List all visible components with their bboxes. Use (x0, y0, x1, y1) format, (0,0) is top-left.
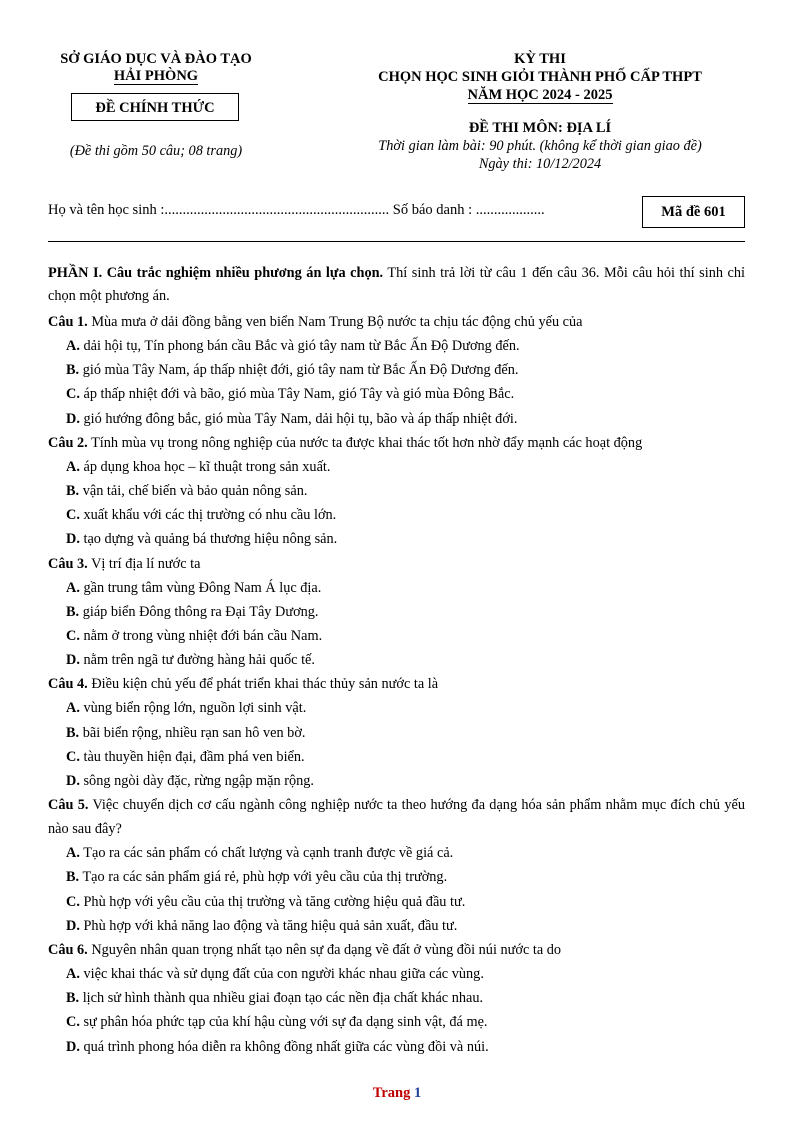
answer-option (48, 745, 745, 769)
option-text: gió hướng đông bắc, gió mùa Tây Nam, dải hội tụ, bão và áp thấp nhiệt đới. (83, 410, 518, 427)
answer-option (48, 600, 745, 624)
option-text: áp dụng khoa học – kĩ thuật trong sản xuất. (83, 458, 331, 475)
question-stem (48, 938, 745, 962)
answer-option (48, 334, 745, 358)
option-text: tàu thuyền hiện đại, đầm phá ven biển. (83, 748, 305, 765)
part-title: PHẦN I. Câu trắc nghiệm nhiều phương án lựa chọn. (48, 265, 384, 281)
question-number: Câu 2. (48, 434, 88, 451)
option-text: dải hội tụ, Tín phong bán cầu Bắc và gió tây nam từ Bắc Ấn Độ Dương đến. (83, 338, 520, 354)
option-key: A. (66, 338, 80, 354)
answer-option (48, 527, 745, 551)
department-name: SỞ GIÁO DỤC VÀ ĐÀO TẠO (60, 51, 252, 67)
option-text: xuất khẩu với các thị trường có nhu cầu lớn. (83, 507, 337, 524)
answer-option (48, 721, 745, 745)
option-key: D. (66, 410, 80, 427)
answer-option (48, 962, 745, 986)
option-key: A. (66, 458, 80, 475)
option-key: C. (66, 628, 80, 645)
option-key: D. (66, 773, 80, 790)
question-number: Câu 3. (48, 555, 88, 572)
question-stem (48, 552, 745, 576)
option-key: D. (66, 531, 80, 548)
option-text: Phù hợp với yêu cầu của thị trường và tăng cường hiệu quả đầu tư. (83, 893, 466, 910)
option-text: việc khai thác và sử dụng đất của con người khác nhau giữa các vùng. (83, 966, 484, 983)
exam-date: Ngày thi: 10/12/2024 (478, 156, 602, 172)
answer-option (48, 503, 745, 527)
official-exam-label: ĐỀ CHÍNH THỨC (71, 93, 239, 121)
question (48, 552, 745, 673)
answer-option (48, 890, 745, 914)
option-text: Tạo ra các sản phẩm giá rẻ, phù hợp với yêu cầu của thị trường. (82, 869, 448, 886)
option-text: giáp biển Đông thông ra Đại Tây Dương. (82, 603, 319, 620)
part-instruction: Thí sinh trả lời từ câu 1 đến câu 36. Mỗi câu hỏi thí sinh chỉ chọn một phương án. (48, 265, 745, 304)
question-stem (48, 310, 745, 334)
answer-option (48, 696, 745, 720)
part-heading (48, 262, 745, 308)
student-id-field: Số báo danh : ................... (392, 202, 545, 218)
question-text: Mùa mưa ở dải đồng bằng ven biển Nam Trung Bộ nước ta chịu tác động chủ yếu của (91, 314, 583, 330)
answer-option (48, 455, 745, 479)
answer-option (48, 407, 745, 431)
option-text: bãi biển rộng, nhiều rạn san hô ven bờ. (82, 724, 306, 741)
answer-option (48, 358, 745, 382)
answer-option (48, 865, 745, 889)
question-number: Câu 5. (48, 797, 89, 814)
question-text: Tính mùa vụ trong nông nghiệp của nước ta được khai thác tốt hơn nhờ đẩy mạnh các hoạt động (91, 434, 643, 451)
option-text: gió mùa Tây Nam, áp thấp nhiệt đới, gió tây nam từ Bắc Ấn Độ Dương đến. (82, 362, 519, 379)
option-key: B. (66, 362, 80, 379)
option-text: quá trình phong hóa diễn ra không đồng nhất giữa các vùng đồi và núi. (83, 1038, 489, 1055)
question-text: Nguyên nhân quan trọng nhất tạo nên sự đa dạng về đất ở vùng đồi núi nước ta do (91, 942, 562, 959)
option-key: A. (66, 845, 80, 862)
answer-option (48, 914, 745, 938)
question-number: Câu 6. (48, 942, 88, 959)
exam-header (330, 50, 750, 173)
answer-option (48, 986, 745, 1010)
option-key: B. (66, 869, 80, 886)
option-key: C. (66, 507, 80, 524)
option-text: sự phân hóa phức tạp của khí hậu cùng với sự đa dạng sinh vật, đá mẹ. (83, 1014, 488, 1031)
option-key: C. (66, 1014, 80, 1031)
page-number: 1 (413, 1085, 422, 1101)
question-stem (48, 793, 745, 841)
answer-option (48, 769, 745, 793)
option-text: tạo dựng và quảng bá thương hiệu nông sản. (83, 531, 338, 548)
page-footer (0, 1085, 794, 1102)
department-header (40, 50, 272, 85)
school-year: NĂM HỌC 2024 - 2025 (467, 87, 613, 103)
option-key: C. (66, 893, 80, 910)
answer-option (48, 648, 745, 672)
question (48, 431, 745, 552)
option-text: nằm trên ngã tư đường hàng hải quốc tế. (83, 652, 315, 669)
answer-option (48, 576, 745, 600)
student-info-line (48, 202, 545, 219)
exam-code-box: Mã đề 601 (642, 196, 745, 228)
question-text: Điều kiện chủ yếu để phát triển khai thác thủy sản nước ta là (91, 676, 439, 693)
exam-subject: ĐỀ THI MÔN: ĐỊA LÍ (468, 120, 612, 136)
exam-body (48, 262, 745, 1059)
question-number: Câu 4. (48, 676, 88, 693)
header-divider (48, 241, 745, 242)
answer-option (48, 479, 745, 503)
option-text: gần trung tâm vùng Đông Nam Á lục địa. (83, 579, 322, 596)
option-key: D. (66, 1038, 80, 1055)
option-key: C. (66, 748, 80, 765)
question-list (48, 310, 745, 1059)
student-name-field: Họ và tên học sinh :.............................................................. (48, 202, 390, 218)
option-text: nằm ở trong vùng nhiệt đới bán cầu Nam. (83, 628, 323, 645)
exam-name: KỲ THI (514, 51, 566, 67)
question (48, 793, 745, 938)
option-text: áp thấp nhiệt đới và bão, gió mùa Tây Nam, gió Tây và gió mùa Đông Bắc. (83, 386, 515, 403)
option-key: A. (66, 700, 80, 717)
answer-option (48, 624, 745, 648)
question-number: Câu 1. (48, 314, 88, 330)
option-text: vận tải, chế biến và bảo quản nông sản. (82, 483, 308, 500)
option-text: sông ngòi dày đặc, rừng ngập mặn rộng. (83, 773, 314, 790)
question-stem (48, 431, 745, 455)
option-key: B. (66, 483, 80, 500)
option-key: B. (66, 603, 80, 620)
time-note: Thời gian làm bài: 90 phút. (không kể thời gian giao đề) (378, 138, 702, 154)
option-text: Tạo ra các sản phẩm có chất lượng và cạnh tranh được về giá cả. (83, 845, 454, 862)
option-key: A. (66, 579, 80, 596)
option-key: D. (66, 917, 80, 934)
exam-title: CHỌN HỌC SINH GIỎI THÀNH PHỐ CẤP THPT (378, 69, 702, 85)
option-text: lịch sử hình thành qua nhiều giai đoạn tạo các nền địa chất khác nhau. (82, 990, 484, 1007)
question-text: Việc chuyển dịch cơ cấu ngành công nghiệp nước ta theo hướng đa dạng hóa sản phẩm nhằm mục đích chủ yếu nào sau đây? (48, 797, 745, 838)
question (48, 310, 745, 431)
answer-option (48, 841, 745, 865)
answer-option (48, 1035, 745, 1059)
question (48, 938, 745, 1059)
option-text: Phù hợp với khả năng lao động và tăng hiệu quả sản xuất, đầu tư. (83, 917, 458, 934)
option-key: C. (66, 386, 80, 403)
question (48, 672, 745, 793)
answer-option (48, 1010, 745, 1034)
option-key: D. (66, 652, 80, 669)
page-word: Trang (372, 1085, 411, 1101)
question-text: Vị trí địa lí nước ta (91, 555, 201, 572)
pages-note: (Đề thi gồm 50 câu; 08 trang) (69, 143, 243, 159)
option-key: A. (66, 966, 80, 983)
question-stem (48, 672, 745, 696)
option-key: B. (66, 724, 80, 741)
answer-option (48, 382, 745, 406)
option-key: B. (66, 990, 80, 1007)
department-city: HẢI PHÒNG (113, 68, 199, 84)
option-text: vùng biển rộng lớn, nguồn lợi sinh vật. (83, 700, 307, 717)
